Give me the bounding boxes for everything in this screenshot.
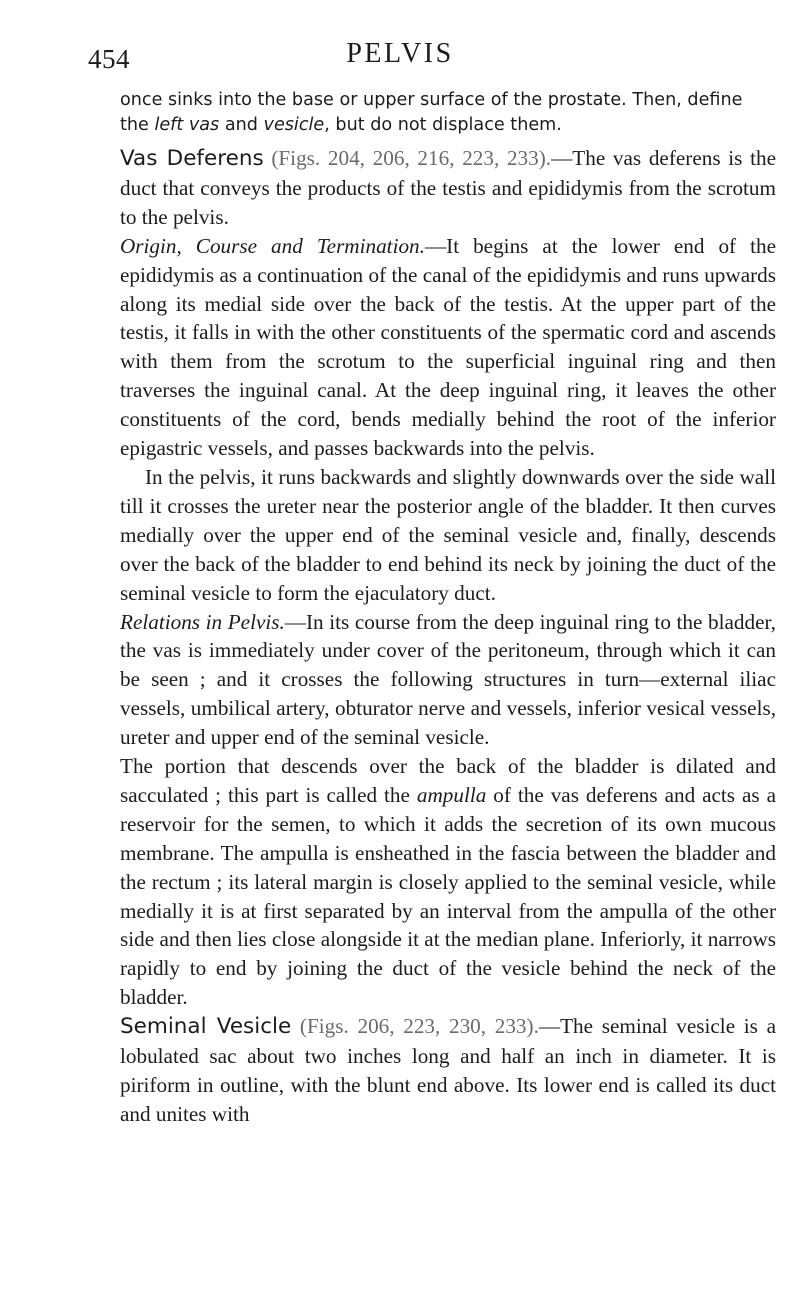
note-text-3: , but do not displace them. — [324, 115, 562, 135]
note-text-1: once sinks into the base or upper surface of the prostate. Then, define the — [120, 90, 743, 135]
subheading-relations: Relations in Pelvis. — [120, 609, 285, 634]
seminal-text: —The seminal vesicle is a lobulated sac about two inches long and half an inch in diameter. It is piriform in outline, with the blunt end above. Its lower end is called its duct and unites with — [120, 1014, 776, 1126]
relations-text: —In its course from the deep inguinal ring to the bladder, the vas is immediately under cover of the peritoneum, through which it can be seen ; and it crosses the following structures in turn—external iliac vessels, umbilical artery, obturator nerve and vessels, inferior vesical vessels, ureter and upper end of the seminal vesicle. — [120, 609, 776, 750]
origin-text: —It begins at the lower end of the epididymis as a continuation of the canal of the epididymis and runs upwards along its medial side over the back of the testis. At the upper part of the testis, it falls in with the other constituents of the spermatic cord and ascends with them from the scrotum to the superficial inguinal ring and then traverses the inguinal canal. At the deep inguinal ring, it leaves the other constituents of the cord, bends medially behind the root of the inferior epigastric vessels, and passes backwards into the pelvis. — [120, 233, 776, 461]
section-heading-vas-deferens: Vas Deferens — [120, 146, 264, 171]
dissection-note — [120, 88, 776, 138]
vas-intro-text: —The vas deferens is the duct that conveys the products of the testis and epididymis from the scrotum to the pelvis. — [120, 146, 776, 229]
origin-paragraph — [120, 232, 776, 463]
vas-figure-refs: (Figs. 204, 206, 216, 223, 233). — [263, 146, 552, 170]
section-heading-seminal-vesicle: Seminal Vesicle — [120, 1014, 292, 1040]
relations-paragraph — [120, 608, 776, 753]
ampulla-italic: ampulla — [416, 782, 487, 807]
note-text-2: and — [219, 115, 264, 135]
pelvis-text: In the pelvis, it runs backwards and slightly downwards over the side wall till it crosses the ureter near the posterior angle of the bladder. It then curves medially over the upper end of the seminal vesicle and, finally, descends over the back of the bladder to end behind its neck by joining the duct of the seminal vesicle to form the ejaculatory duct. — [120, 464, 776, 605]
ampulla-paragraph — [120, 752, 776, 1012]
ampulla-text-2: of the vas deferens and acts as a reservoir for the semen, to which it adds the secretion of its own mucous membrane. The ampulla is ensheathed in the fascia between the bladder and the rectum ; its lateral margin is closely applied to the seminal vesicle, while medially it is at first separated by an interval from the ampulla of the other side and then lies close alongside it at the median plane. Inferiorly, it narrows rapidly to end by joining the duct of the vesicle behind the neck of the bladder. — [120, 782, 776, 1010]
running-head: PELVIS — [346, 38, 454, 69]
seminal-figure-refs: (Figs. 206, 223, 230, 233). — [291, 1014, 539, 1039]
ampulla-text-1: The portion that descends over the back of the bladder is dilated and sacculated ; this part is called the — [120, 754, 776, 807]
note-italic-vesicle: vesicle — [263, 115, 325, 135]
subheading-origin: Origin, Course and Termination. — [120, 233, 425, 258]
seminal-vesicle-paragraph — [120, 1012, 776, 1129]
text-body — [120, 88, 776, 1129]
pelvis-paragraph — [120, 463, 776, 608]
note-italic-left-vas: left vas — [154, 115, 220, 135]
vas-deferens-intro — [120, 144, 776, 232]
page-number: 454 — [88, 44, 130, 74]
